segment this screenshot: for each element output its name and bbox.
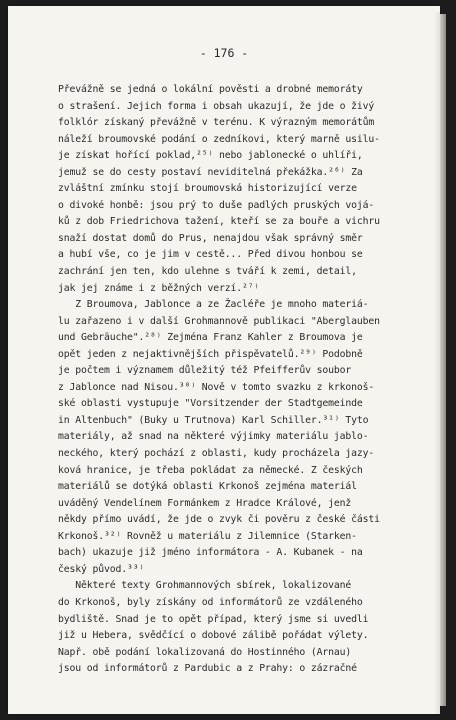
text-line: zachrání jen ten, kdo ulehne s tváří k zemi, detail, bbox=[58, 266, 357, 278]
text-line: ků z dob Friedrichova tažení, kteří se za bouře a vichru bbox=[58, 216, 380, 228]
text-line: do Krkonoš, byly získány od informátorů ze vzdáleného bbox=[58, 596, 363, 608]
text-line: bydliště. Snad je to opět případ, který jsme si uvedli bbox=[58, 613, 369, 625]
text-line: materiálů se dotýká oblasti Krkonoš zejména materiál bbox=[58, 481, 357, 493]
text-line: někdy přímo uvádí, že jde o zvyk či pověru z české části bbox=[58, 514, 380, 526]
text-line: již u Hebera, svědčící o dobové zálibě pořádat výlety. bbox=[58, 630, 369, 642]
body-text bbox=[58, 82, 418, 678]
text-line: o strašení. Jejich forma i obsah ukazují, že jde o živý bbox=[58, 100, 375, 112]
text-line: jsou od informátorů z Pardubic a z Prahy: o zázračné bbox=[58, 663, 357, 675]
text-line: in Altenbuch" (Buky u Trutnova) Karl Schiller.³¹⁾ Tyto bbox=[58, 414, 369, 426]
text-line: Např. obě podání lokalizovaná do Hostinného (Arnau) bbox=[58, 646, 352, 658]
text-line: je získat hořící poklad,²⁵⁾ nebo jablonecké o uhlíři, bbox=[58, 150, 363, 162]
text-line: folklór získaný převážně v terénu. K výrazným memorátům bbox=[58, 117, 375, 129]
text-line: ské oblasti vystupuje "Vorsitzender der Stadtgemeinde bbox=[58, 398, 363, 410]
text-line: uváděný Vendelínem Formánkem z Hradce Králové, jenž bbox=[58, 497, 352, 509]
document-page bbox=[8, 6, 440, 714]
text-line: je počtem i významem důležitý též Pfeifferův soubor bbox=[58, 365, 352, 377]
text-line: z Jablonce nad Nisou.³⁰⁾ Nově v tomto svazku z krkonoš- bbox=[58, 381, 375, 393]
text-line: Krkonoš.³²⁾ Rovněž u materiálu z Jilemnice (Starken- bbox=[58, 530, 357, 542]
text-line: zvláštní zmínku stojí broumovská historizující verze bbox=[58, 183, 357, 195]
text-line: ková hranice, je třeba pokládat za německé. Z českých bbox=[58, 464, 363, 476]
page-number: - 176 - bbox=[199, 46, 249, 60]
text-line: o divoké honbě: jsou prý to duše padlých pruských vojá- bbox=[58, 199, 375, 211]
text-line: bach) ukazuje již jméno informátora - A. Kubanek - na bbox=[58, 547, 363, 559]
text-line: český původ.³³⁾ bbox=[58, 563, 145, 575]
text-line: Některé texty Grohmannových sbírek, lokalizované bbox=[58, 580, 352, 592]
text-line: lu zařazeno i v další Grohmannově publikaci "Aberglauben bbox=[58, 315, 380, 327]
text-line: snaží dostat domů do Prus, nenajdou však správný směr bbox=[58, 232, 363, 244]
text-line: neckého, který pochází z oblasti, kudy procházela jazy- bbox=[58, 448, 375, 460]
text-line: Převážně se jedná o lokální pověsti a drobné memoráty bbox=[58, 84, 363, 95]
text-line: jak jej známe i z běžných verzí.²⁷⁾ bbox=[58, 282, 260, 294]
text-line: jemuž se do cesty postaví neviditelná překážka.²⁶⁾ Za bbox=[58, 166, 363, 178]
text-line: materiály, až snad na některé výjimky materiálu jablo- bbox=[58, 431, 369, 443]
text-line: náleží broumovské podání o zedníkovi, který marně usilu- bbox=[58, 133, 380, 145]
underlying-page-edge bbox=[440, 14, 446, 706]
text-line: Z Broumova, Jablonce a ze Žacléře je mnoho materiá- bbox=[58, 299, 369, 311]
text-line: a hubí vše, co je jim v cestě... Před divou honbou se bbox=[58, 249, 363, 261]
text-line: und Gebräuche".²⁸⁾ Zejména Franz Kahler z Broumova je bbox=[58, 332, 363, 344]
text-line: opět jeden z nejaktivnějších přispěvatelů.²⁹⁾ Podobně bbox=[58, 348, 363, 360]
